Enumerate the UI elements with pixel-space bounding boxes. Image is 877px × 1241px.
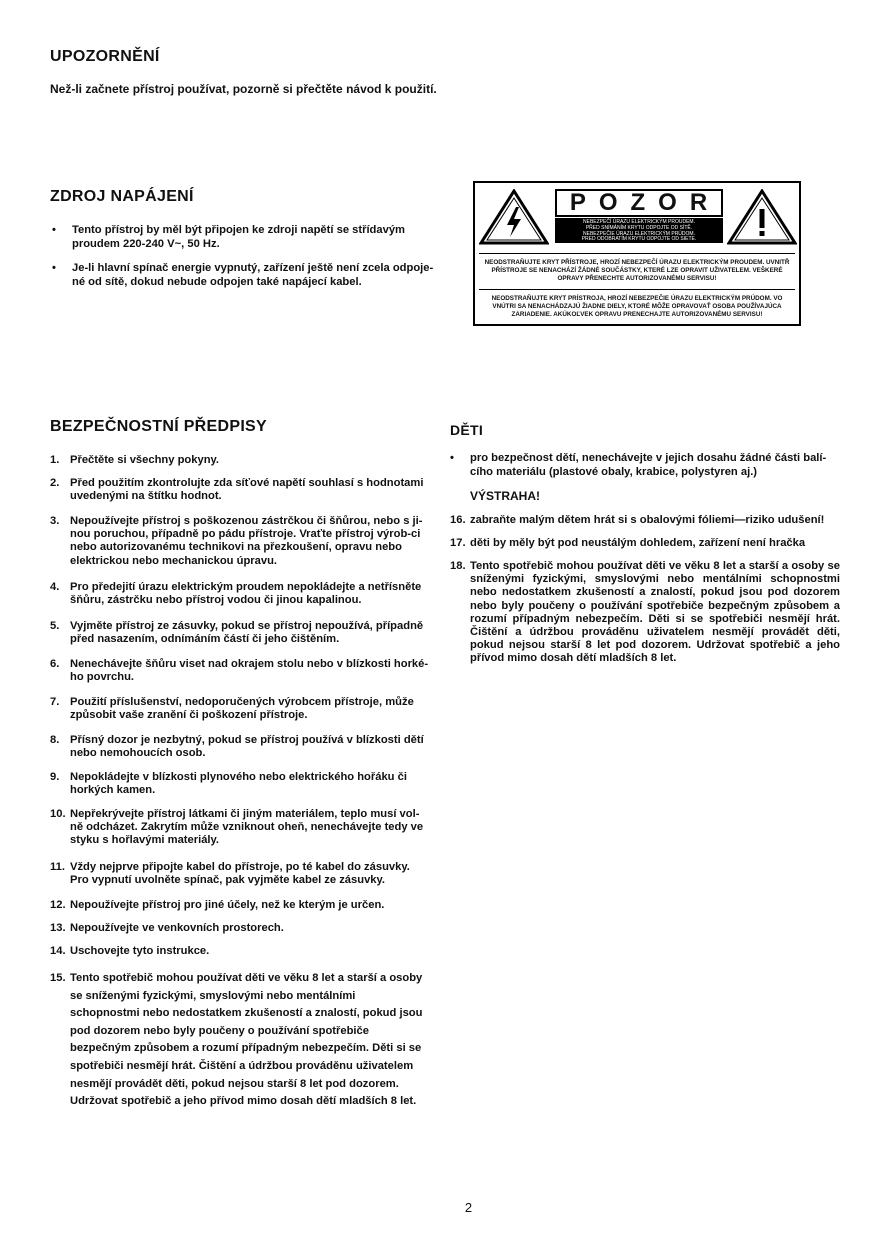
- item-number: 2.: [50, 477, 60, 489]
- bullet-dot: •: [52, 224, 56, 236]
- caution-bar-line: PŘED SNÍMÁNÍM KRYTU ODPOJTE OD SÍTĚ.: [585, 224, 693, 231]
- list-item: [50, 922, 430, 935]
- power-bullet-2: [52, 262, 436, 289]
- item-number: 11.: [50, 861, 65, 873]
- item-text: Nepokládejte v blízkosti plynového nebo elektrického hořáku či horkých kamen.: [70, 771, 407, 797]
- list-item: [50, 734, 430, 760]
- bullet-dot: •: [450, 452, 454, 464]
- exclamation-warning-icon: [727, 189, 797, 245]
- caution-title: POZOR: [555, 189, 723, 217]
- item-number: 3.: [50, 515, 60, 527]
- list-item: [450, 560, 840, 666]
- list-item: [450, 514, 840, 527]
- item-text: Vyjměte přístroj ze zásuvky, pokud se přístroj nepoužívá, případně před nasazením, odnímáním částí či jeho čištěním.: [70, 620, 424, 646]
- item-text: Pro předejití úrazu elektrickým proudem nepokládejte a netřísněte šňůru, zástrčku nebo přístroj vodou či jinou kapalinou.: [70, 581, 422, 607]
- item-number: 13.: [50, 922, 66, 934]
- divider: [479, 253, 795, 254]
- item-text: Nepoužívejte přístroj s poškozenou zástrčkou či šňůrou, nebo s ji-nou poruchou, případně po pádu přístroje. Vraťte přístroj výrob-ci nebo autorizovanému technikovi na přezkoušení, opravu nebo elektrickou nebo mechanickou úpravu.: [70, 515, 423, 567]
- item-number: 16.: [450, 514, 466, 526]
- power-bullet-text: Je-li hlavní spínač energie vypnutý, zařízení ještě není zcela odpoje-né od sítě, dokud nebude odpojen také napájecí kabel.: [72, 262, 434, 288]
- item-number: 6.: [50, 658, 60, 670]
- item-text: Nepoužívejte ve venkovních prostorech.: [70, 922, 284, 934]
- list-item: [50, 945, 430, 958]
- list-item: [50, 970, 428, 1111]
- item-text: Vždy nejprve připojte kabel do přístroje, po té kabel do zásuvky. Pro vypnutí uvolněte spínač, pak vyjměte kabel ze zásuvky.: [70, 861, 410, 887]
- list-item: [50, 771, 430, 797]
- item-number: 8.: [50, 734, 60, 746]
- item-text: Použití příslušenství, nedoporučených výrobcem přístroje, může způsobit vaše zranění či poškození přístroje.: [70, 696, 414, 722]
- page-number: 2: [464, 1200, 473, 1215]
- caution-bar-line: NEBEZPEČÍ ÚRAZU ELEKTRICKÝM PROUDEM.: [583, 219, 695, 225]
- caution-bar-line: PRED ODOBRATÍM KRYTU ODPOJTE OD SIETE.: [581, 236, 697, 243]
- children-heading: DĚTI: [450, 422, 484, 438]
- item-text: Nenechávejte šňůru viset nad okrajem stolu nebo v blízkosti horké-ho povrchu.: [70, 658, 429, 684]
- item-number: 10.: [50, 808, 66, 820]
- caution-bar: [555, 218, 723, 243]
- list-item: [50, 620, 430, 646]
- item-number: 14.: [50, 945, 66, 957]
- item-text: Tento spotřebič mohou používat děti ve věku 8 let a starší a osoby se sníženými fyzickými, smyslovými nebo mentálními schopnostmi nebo nedostatkem zkušeností a znalostí, pokud jsou pod dozorem nebo byly poučeny o používání spotřebiče bezpečným způsobem a rozumí případným nebezpečím. Děti si se spotřebiči nesmějí hrát. Čištění a údržbou prováděnu uživatelem nesmějí provádět děti, pokud nejsou starší 8 let pod dozorem. Udržovat spotřebič a jeho přívod mimo dosah dětí mladších 8 let.: [470, 560, 840, 665]
- item-number: 15.: [50, 972, 66, 984]
- children-bullet: [450, 452, 840, 479]
- list-item: [50, 658, 430, 684]
- item-text: Tento spotřebič mohou používat děti ve věku 8 let a starší a osoby se sníženými fyzickými, smyslovými nebo mentálními schopnostmi nebo nedostatkem zkušeností a znalostí, pokud jsou pod dozorem nebo byly poučeny o používání spotřebiče bezpečným způsobem a rozumí případným nebezpečím. Děti si se spotřebiči nesmějí hrát. Čištění a údržbou prováděnu uživatelem nesmějí provádět děti, pokud nejsou starší 8 let pod dozorem. Udržovat spotřebič a jeho přívod mimo dosah dětí mladších 8 let.: [70, 972, 423, 1108]
- warning-heading: UPOZORNĚNÍ: [50, 48, 160, 65]
- item-text: Přečtěte si všechny pokyny.: [70, 454, 220, 466]
- item-number: 18.: [450, 560, 466, 572]
- list-item: [50, 581, 430, 607]
- caution-subheading: VÝSTRAHA!: [470, 489, 541, 503]
- caution-czech-text: NEODSTRAŇUJTE KRYT PŘÍSTROJE, HROZÍ NEBEZPEČÍ ÚRAZU ELEKTRICKÝM PROUDEM. UVNITŘ PŘÍSTROJE SE NENACHÁZÍ ŽÁDNÉ SOUČÁSTKY, KTERÉ LZE OPRAVIT UŽIVATELEM. VEŠKERÉ OPRAVY PŘENECHTE AUTORIZOVANÉMU SERVISU!: [484, 259, 790, 282]
- item-number: 1.: [50, 454, 60, 466]
- item-number: 12.: [50, 899, 66, 911]
- caution-label: [473, 181, 801, 326]
- item-text: zabraňte malým dětem hrát si s obalovými fóliemi—riziko udušení!: [470, 514, 825, 526]
- item-text: Nepřekrývejte přístroj látkami či jiným materiálem, teplo musí vol-ně odcházet. Zakrytím může vzniknout oheň, nenechávejte tedy ve styku s hořlavými materiály.: [70, 808, 424, 847]
- children-bullet-text: pro bezpečnost dětí, nenechávejte v jejich dosahu žádné části balí-cího materiálu (plastové obaly, krabice, polystyren aj.): [470, 452, 827, 478]
- list-item: [50, 477, 430, 503]
- list-item: [50, 515, 430, 568]
- caution-slovak-text: NEODSTRAŇUJTE KRYT PRÍSTROJA, HROZÍ NEBEZPEČIE ÚRAZU ELEKTRICKÝM PRÚDOM. VO VNÚTRI SA NENACHÁDZAJÚ ŽIADNE DIELY, KTORÉ MÔŽE OPRAVOVAŤ OSOBA POUŽÍVAJÚCA ZARIADENIE. AKÚKOĽVEK OPRAVU PRENECHAJTE AUTORIZOVANÉMU SERVISU!: [491, 295, 783, 318]
- item-text: Přísný dozor je nezbytný, pokud se přístroj používá v blízkosti dětí nebo nemohoucích osob.: [70, 734, 424, 760]
- list-item: [50, 696, 430, 722]
- power-heading: ZDROJ NAPÁJENÍ: [50, 188, 194, 205]
- item-number: 7.: [50, 696, 60, 708]
- list-item: [450, 537, 840, 550]
- divider: [479, 289, 795, 290]
- power-bullet-text: Tento přístroj by měl být připojen ke zdroji napětí se střídavým proudem 220-240 V~, 50 Hz.: [72, 224, 406, 250]
- item-text: Uschovejte tyto instrukce.: [70, 945, 210, 957]
- caution-bar-line: NEBEZPEČIE ÚRAZU ELEKTRICKÝM PRÚDOM.: [583, 230, 695, 237]
- list-item: [50, 861, 430, 887]
- item-number: 17.: [450, 537, 466, 549]
- power-bullet-1: [52, 224, 436, 251]
- list-item: [50, 899, 430, 912]
- electric-shock-warning-icon: [479, 189, 549, 245]
- safety-heading: BEZPEČNOSTNÍ PŘEDPISY: [50, 418, 268, 435]
- item-number: 4.: [50, 581, 60, 593]
- list-item: [50, 808, 430, 848]
- item-number: 9.: [50, 771, 60, 783]
- list-item: [50, 454, 430, 467]
- item-text: Nepoužívejte přístroj pro jiné účely, než ke kterým je určen.: [70, 899, 385, 911]
- item-text: děti by měly být pod neustálým dohledem, zařízení není hračka: [470, 537, 806, 549]
- bullet-dot: •: [52, 262, 56, 274]
- warning-intro: Než-li začnete přístroj používat, pozorně si přečtěte návod k použití.: [50, 82, 437, 96]
- item-number: 5.: [50, 620, 60, 632]
- item-text: Před použitím zkontrolujte zda síťové napětí souhlasí s hodnotami uvedenými na štítku hodnot.: [70, 477, 424, 503]
